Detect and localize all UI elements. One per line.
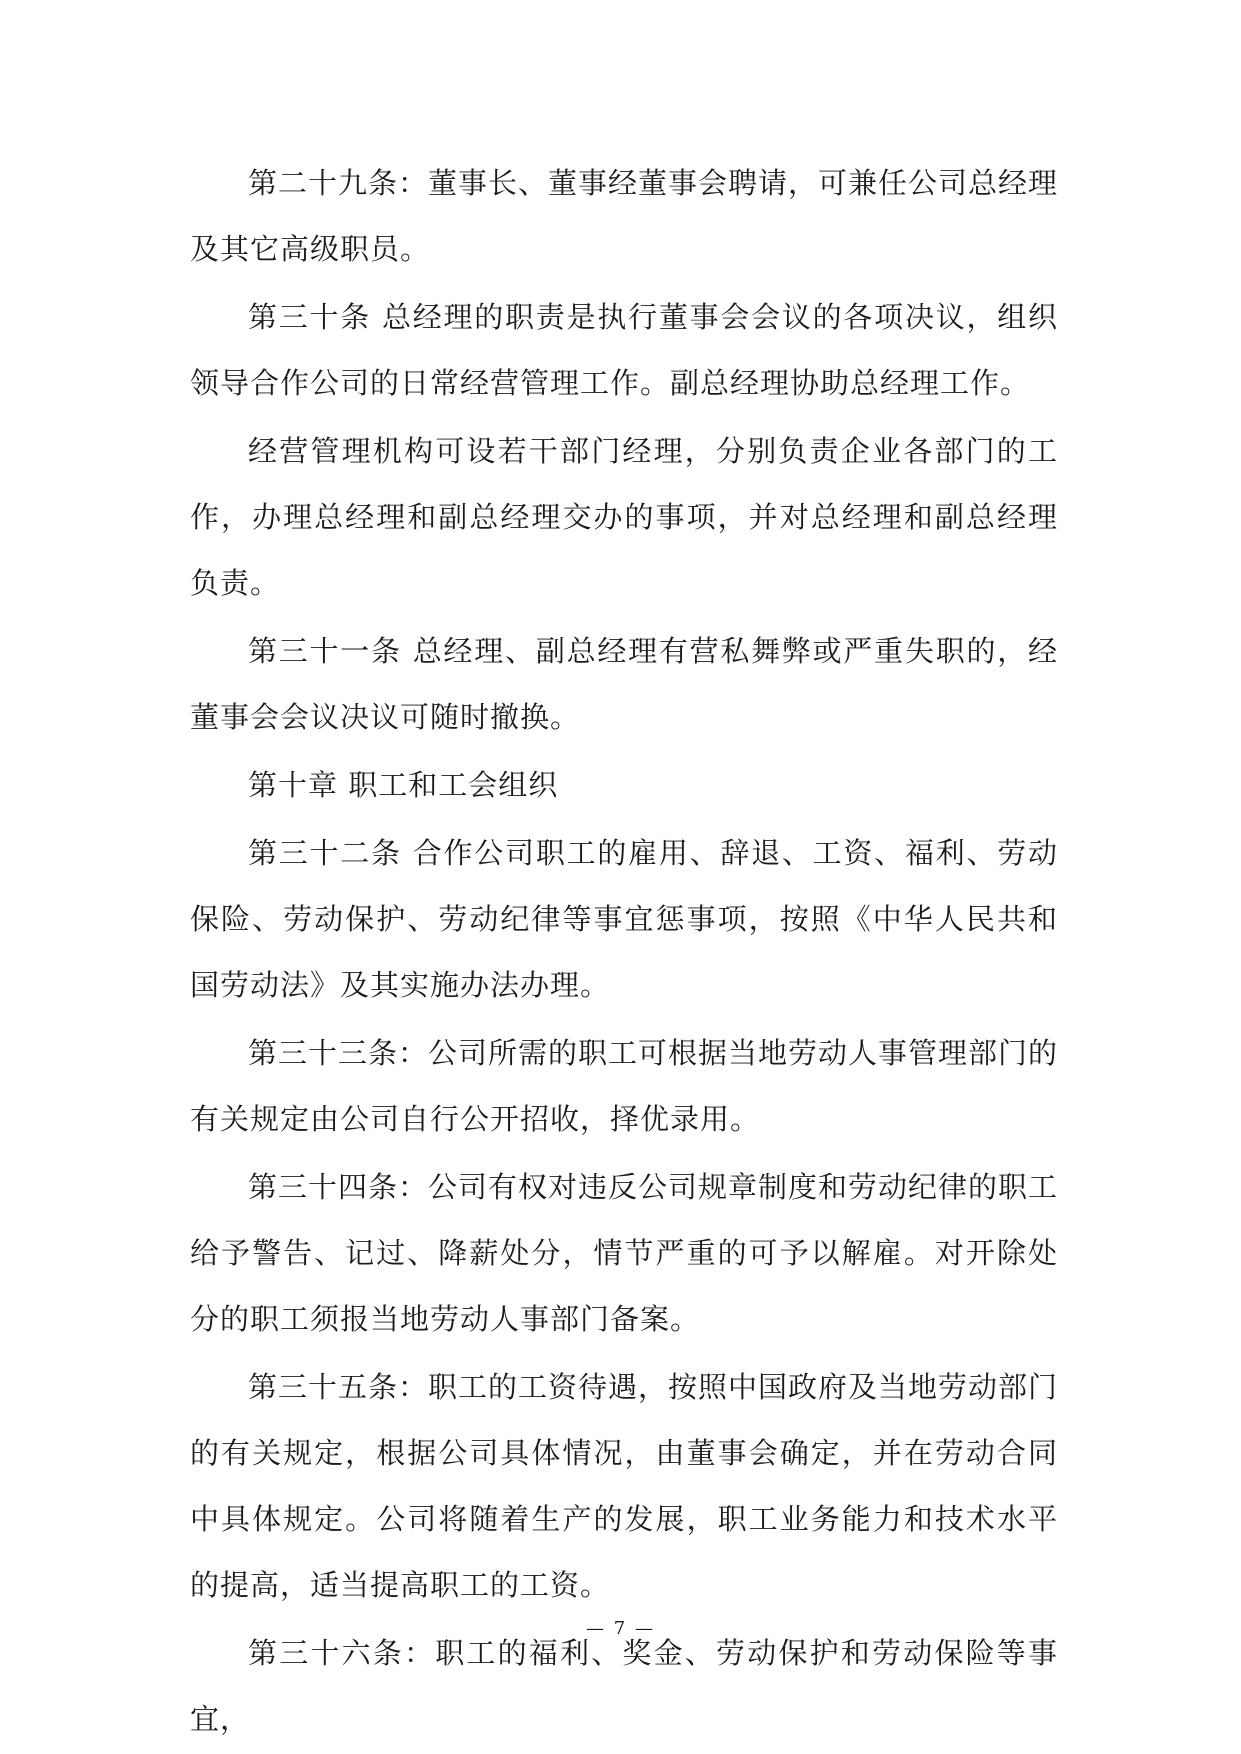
article-35: 第三十五条：职工的工资待遇，按照中国政府及当地劳动部门的有关规定，根据公司具体情况，由董事会确定，并在劳动合同中具体规定。公司将随着生产的发展，职工业务能力和技术水平的提高，适当提高职工的工资。 [190, 1370, 1059, 1602]
article-31: 第三十一条 总经理、副总经理有营私舞弊或严重失职的，经董事会会议决议可随时撤换。 [190, 634, 1058, 734]
chapter-10-heading: 第十章 职工和工会组织 [248, 768, 559, 802]
article-36: 第三十六条：职工的福利、奖金、劳动保护和劳动保险等事宜， [190, 1636, 1058, 1736]
article-29: 第二十九条：董事长、董事经董事会聘请，可兼任公司总经理及其它高级职员。 [190, 166, 1059, 266]
document-body [190, 150, 1058, 1754]
article-32: 第三十二条 合作公司职工的雇用、辞退、工资、福利、劳动保险、劳动保护、劳动纪律等事宜惩事项，按照《中华人民共和国劳动法》及其实施办法办理。 [190, 836, 1058, 1002]
article-30: 第三十条 总经理的职责是执行董事会会议的各项决议，组织领导合作公司的日常经营管理工作。副总经理协助总经理工作。 [190, 300, 1058, 400]
page-number: — 7 — [586, 1618, 655, 1639]
article-33: 第三十三条：公司所需的职工可根据当地劳动人事管理部门的有关规定由公司自行公开招收，择优录用。 [190, 1036, 1059, 1136]
article-34: 第三十四条：公司有权对违反公司规章制度和劳动纪律的职工给予警告、记过、降薪处分，情节严重的可予以解雇。对开除处分的职工须报当地劳动人事部门备案。 [190, 1170, 1059, 1336]
article-30-management: 经营管理机构可设若干部门经理，分别负责企业各部门的工作，办理总经理和副总经理交办的事项，并对总经理和副总经理负责。 [190, 434, 1058, 600]
